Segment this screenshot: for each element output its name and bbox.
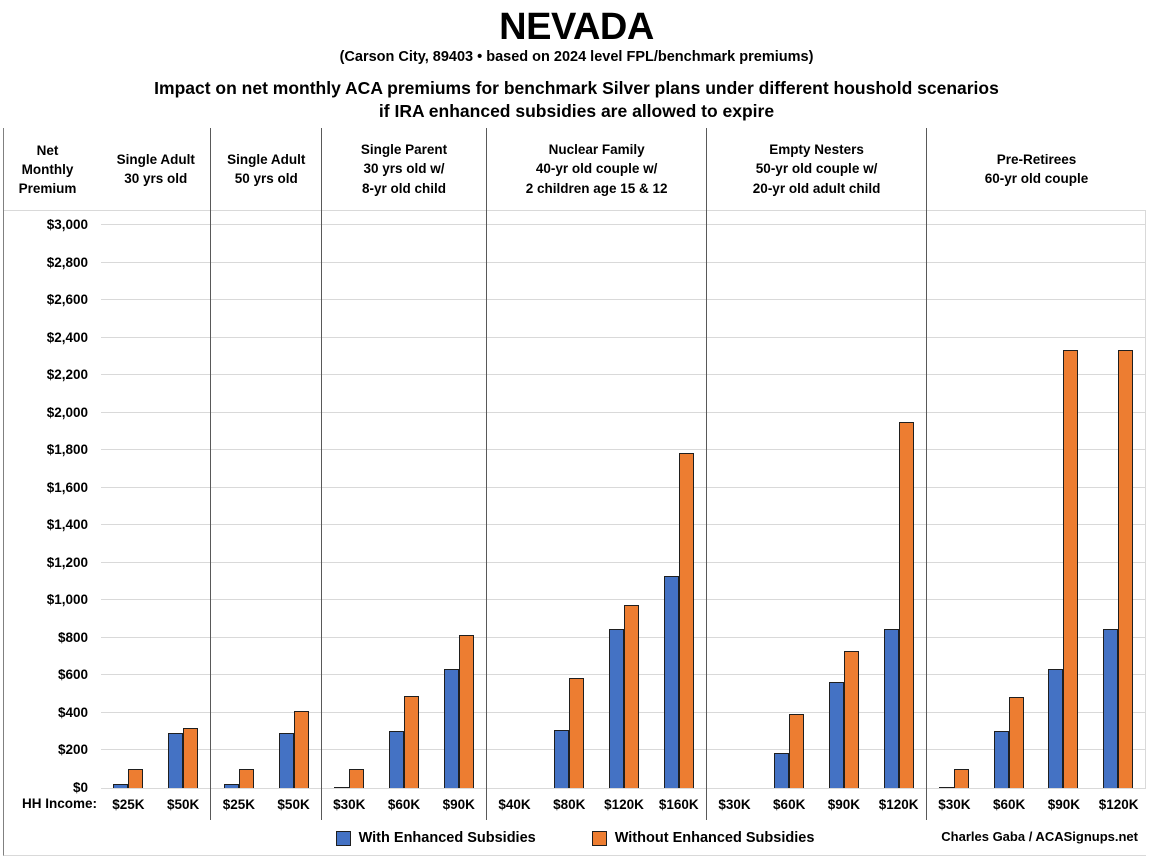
y-tick-label: $600 (57, 667, 88, 683)
group-column (486, 128, 706, 820)
bar-without-subsidies (844, 651, 859, 788)
category-cell (431, 211, 486, 788)
legend-label-with-subsidies: With Enhanced Subsidies (358, 830, 536, 846)
category-cell (322, 211, 377, 788)
income-label-row (927, 789, 1146, 820)
scenario-header-line: 40-yr old couple w/ (535, 161, 658, 177)
legend-label-without-subsidies: Without Enhanced Subsidies (614, 830, 815, 846)
group-plot-area (707, 210, 926, 789)
group-plot-area (927, 210, 1146, 789)
income-label-row (322, 789, 486, 820)
bar-without-subsidies (128, 769, 143, 788)
scenario-header (487, 128, 706, 210)
y-tick-label: $200 (57, 742, 88, 758)
category-cell (597, 211, 652, 788)
bar-without-subsidies (459, 635, 474, 788)
income-label: $30K (718, 797, 751, 812)
scenario-header (211, 128, 320, 210)
legend-item-with-subsidies (336, 830, 536, 846)
scenario-header-line: Single Adult (116, 151, 195, 167)
y-tick-label: $2,800 (46, 254, 88, 270)
income-label: $60K (773, 797, 806, 812)
chart-subtitle: (Carson City, 89403 • based on 2024 level FPL/benchmark premiums) (339, 49, 814, 65)
scenario-header-line: 30 yrs old (124, 171, 188, 186)
y-tick-label: $0 (72, 780, 88, 795)
category-cell (707, 211, 762, 788)
category-cell (542, 211, 597, 788)
scenario-header-line: 2 children age 15 & 12 (525, 180, 668, 196)
category-row (707, 211, 926, 788)
bar-without-subsidies (624, 605, 639, 788)
income-label: $30K (938, 797, 971, 812)
group-plot-area (322, 210, 486, 789)
bar-with-subsidies (168, 733, 183, 788)
category-cell (156, 211, 211, 788)
page-title: NEVADA (499, 6, 654, 48)
title-block (0, 0, 1153, 128)
income-label-row (487, 789, 706, 820)
bar-without-subsidies (899, 422, 914, 788)
group-column (210, 128, 320, 820)
bar-without-subsidies (1118, 350, 1133, 788)
income-label: $60K (993, 797, 1026, 812)
bar-with-subsidies (444, 669, 459, 788)
hh-income-label: HH Income: (21, 796, 97, 811)
bar-without-subsidies (1009, 697, 1024, 788)
y-axis-title (4, 128, 101, 210)
scenario-header-line: Pre-Retirees (996, 151, 1077, 167)
chart-grid (4, 128, 1146, 820)
scenario-header (707, 128, 926, 210)
category-row (322, 211, 486, 788)
attribution-credit: Charles Gaba / ACASignups.net (941, 829, 1138, 844)
y-axis-title-line2: Monthly (21, 161, 74, 177)
bar-without-subsidies (183, 728, 198, 788)
income-label: $160K (658, 797, 699, 812)
bar-with-subsidies (279, 733, 294, 788)
income-label-row (211, 789, 320, 820)
y-axis-column (4, 128, 101, 820)
category-row (101, 211, 210, 788)
bar-without-subsidies (294, 711, 309, 788)
scenario-header-line: 8-yr old child (362, 180, 447, 196)
category-cell (266, 211, 321, 788)
category-row (211, 211, 320, 788)
bar-with-subsidies (1103, 629, 1118, 788)
income-label-row (707, 789, 926, 820)
bar-with-subsidies (609, 629, 624, 788)
y-tick-label: $1,000 (46, 592, 88, 608)
chart-heading-line1: Impact on net monthly ACA premiums for benchmark Silver plans under different houshold scenarios (154, 78, 999, 98)
category-cell (762, 211, 817, 788)
income-label: $50K (166, 797, 200, 812)
scenario-header-line: 50-yr old couple w/ (755, 161, 878, 177)
scenario-header-line: Nuclear Family (548, 141, 645, 157)
income-label: $40K (498, 797, 531, 812)
y-axis-ticks (4, 210, 101, 795)
scenario-header-line: Empty Nesters (769, 141, 864, 157)
category-cell (377, 211, 432, 788)
y-tick-label: $1,400 (46, 517, 88, 533)
category-cell (651, 211, 706, 788)
bar-without-subsidies (569, 678, 584, 788)
y-axis-title-line1: Net (36, 142, 59, 158)
chart-heading (0, 77, 1153, 123)
category-cell (211, 211, 266, 788)
bar-without-subsidies (679, 453, 694, 788)
scenario-header-line: Single Parent (360, 141, 448, 157)
scenario-header-line: Single Adult (227, 151, 306, 167)
scenario-header-line: 30 yrs old w/ (363, 161, 445, 177)
y-tick-label: $2,000 (46, 404, 88, 420)
bar-with-subsidies (664, 576, 679, 788)
group-plot-area (101, 210, 210, 789)
bar-with-subsidies (884, 629, 899, 788)
category-cell (982, 211, 1036, 788)
scenario-header (101, 128, 210, 210)
income-label: $50K (277, 797, 310, 812)
scenario-header-line: 60-yr old couple (984, 171, 1089, 186)
bar-without-subsidies (404, 696, 419, 788)
y-tick-label: $1,600 (46, 479, 88, 495)
group-plot-area (211, 210, 320, 789)
y-tick-label: $2,400 (46, 329, 88, 345)
chart-frame (3, 128, 1146, 856)
income-label: $120K (604, 797, 644, 812)
category-row (927, 211, 1145, 788)
group-column (101, 128, 210, 820)
y-tick-label: $2,200 (46, 367, 88, 383)
category-cell (487, 211, 542, 788)
scenario-header-line: 50 yrs old (234, 171, 298, 186)
bar-without-subsidies (349, 769, 364, 788)
category-cell (101, 211, 156, 788)
category-cell (1036, 211, 1090, 788)
y-tick-label: $1,200 (46, 554, 88, 570)
category-row (487, 211, 706, 788)
bar-with-subsidies (1048, 669, 1063, 788)
category-cell (927, 211, 981, 788)
legend-swatch-orange-icon (592, 831, 607, 846)
y-tick-label: $3,000 (46, 217, 88, 232)
bar-with-subsidies (554, 730, 569, 788)
y-tick-label: $2,600 (46, 292, 88, 308)
income-label: $120K (878, 797, 919, 812)
group-plot-area (487, 210, 706, 789)
income-label: $90K (1047, 797, 1081, 812)
income-label-row (101, 789, 210, 820)
bar-with-subsidies (994, 731, 1009, 788)
bar-with-subsidies (389, 731, 404, 788)
y-tick-label: $800 (57, 629, 88, 645)
income-label: $120K (1098, 797, 1139, 812)
income-label: $30K (333, 797, 366, 812)
group-column (926, 128, 1146, 820)
legend (4, 820, 1146, 856)
income-label: $60K (387, 797, 421, 812)
bar-without-subsidies (239, 769, 254, 788)
bar-with-subsidies (334, 787, 349, 788)
legend-swatch-blue-icon (336, 831, 351, 846)
group-column (321, 128, 486, 820)
group-column (706, 128, 926, 820)
y-tick-label: $1,800 (46, 442, 88, 458)
scenario-header (927, 128, 1146, 210)
income-label: $25K (112, 797, 145, 812)
income-label: $90K (442, 797, 475, 812)
y-axis-title-line3: Premium (18, 180, 77, 196)
income-label: $80K (553, 797, 586, 812)
category-cell (871, 211, 926, 788)
bar-with-subsidies (224, 784, 239, 788)
category-cell (817, 211, 872, 788)
bar-with-subsidies (829, 682, 844, 788)
scenario-header (322, 128, 486, 210)
category-cell (1091, 211, 1145, 788)
legend-item-without-subsidies (592, 830, 815, 846)
bar-with-subsidies (939, 787, 954, 788)
bar-without-subsidies (1063, 350, 1078, 788)
bar-with-subsidies (113, 784, 128, 788)
y-tick-label: $400 (57, 704, 88, 720)
scenario-header-line: 20-yr old adult child (752, 180, 881, 196)
bar-without-subsidies (954, 769, 969, 788)
chart-heading-line2: if IRA enhanced subsidies are allowed to expire (378, 101, 775, 121)
income-label: $25K (222, 797, 255, 812)
bar-without-subsidies (789, 714, 804, 788)
bar-with-subsidies (774, 753, 789, 788)
income-label: $90K (827, 797, 861, 812)
